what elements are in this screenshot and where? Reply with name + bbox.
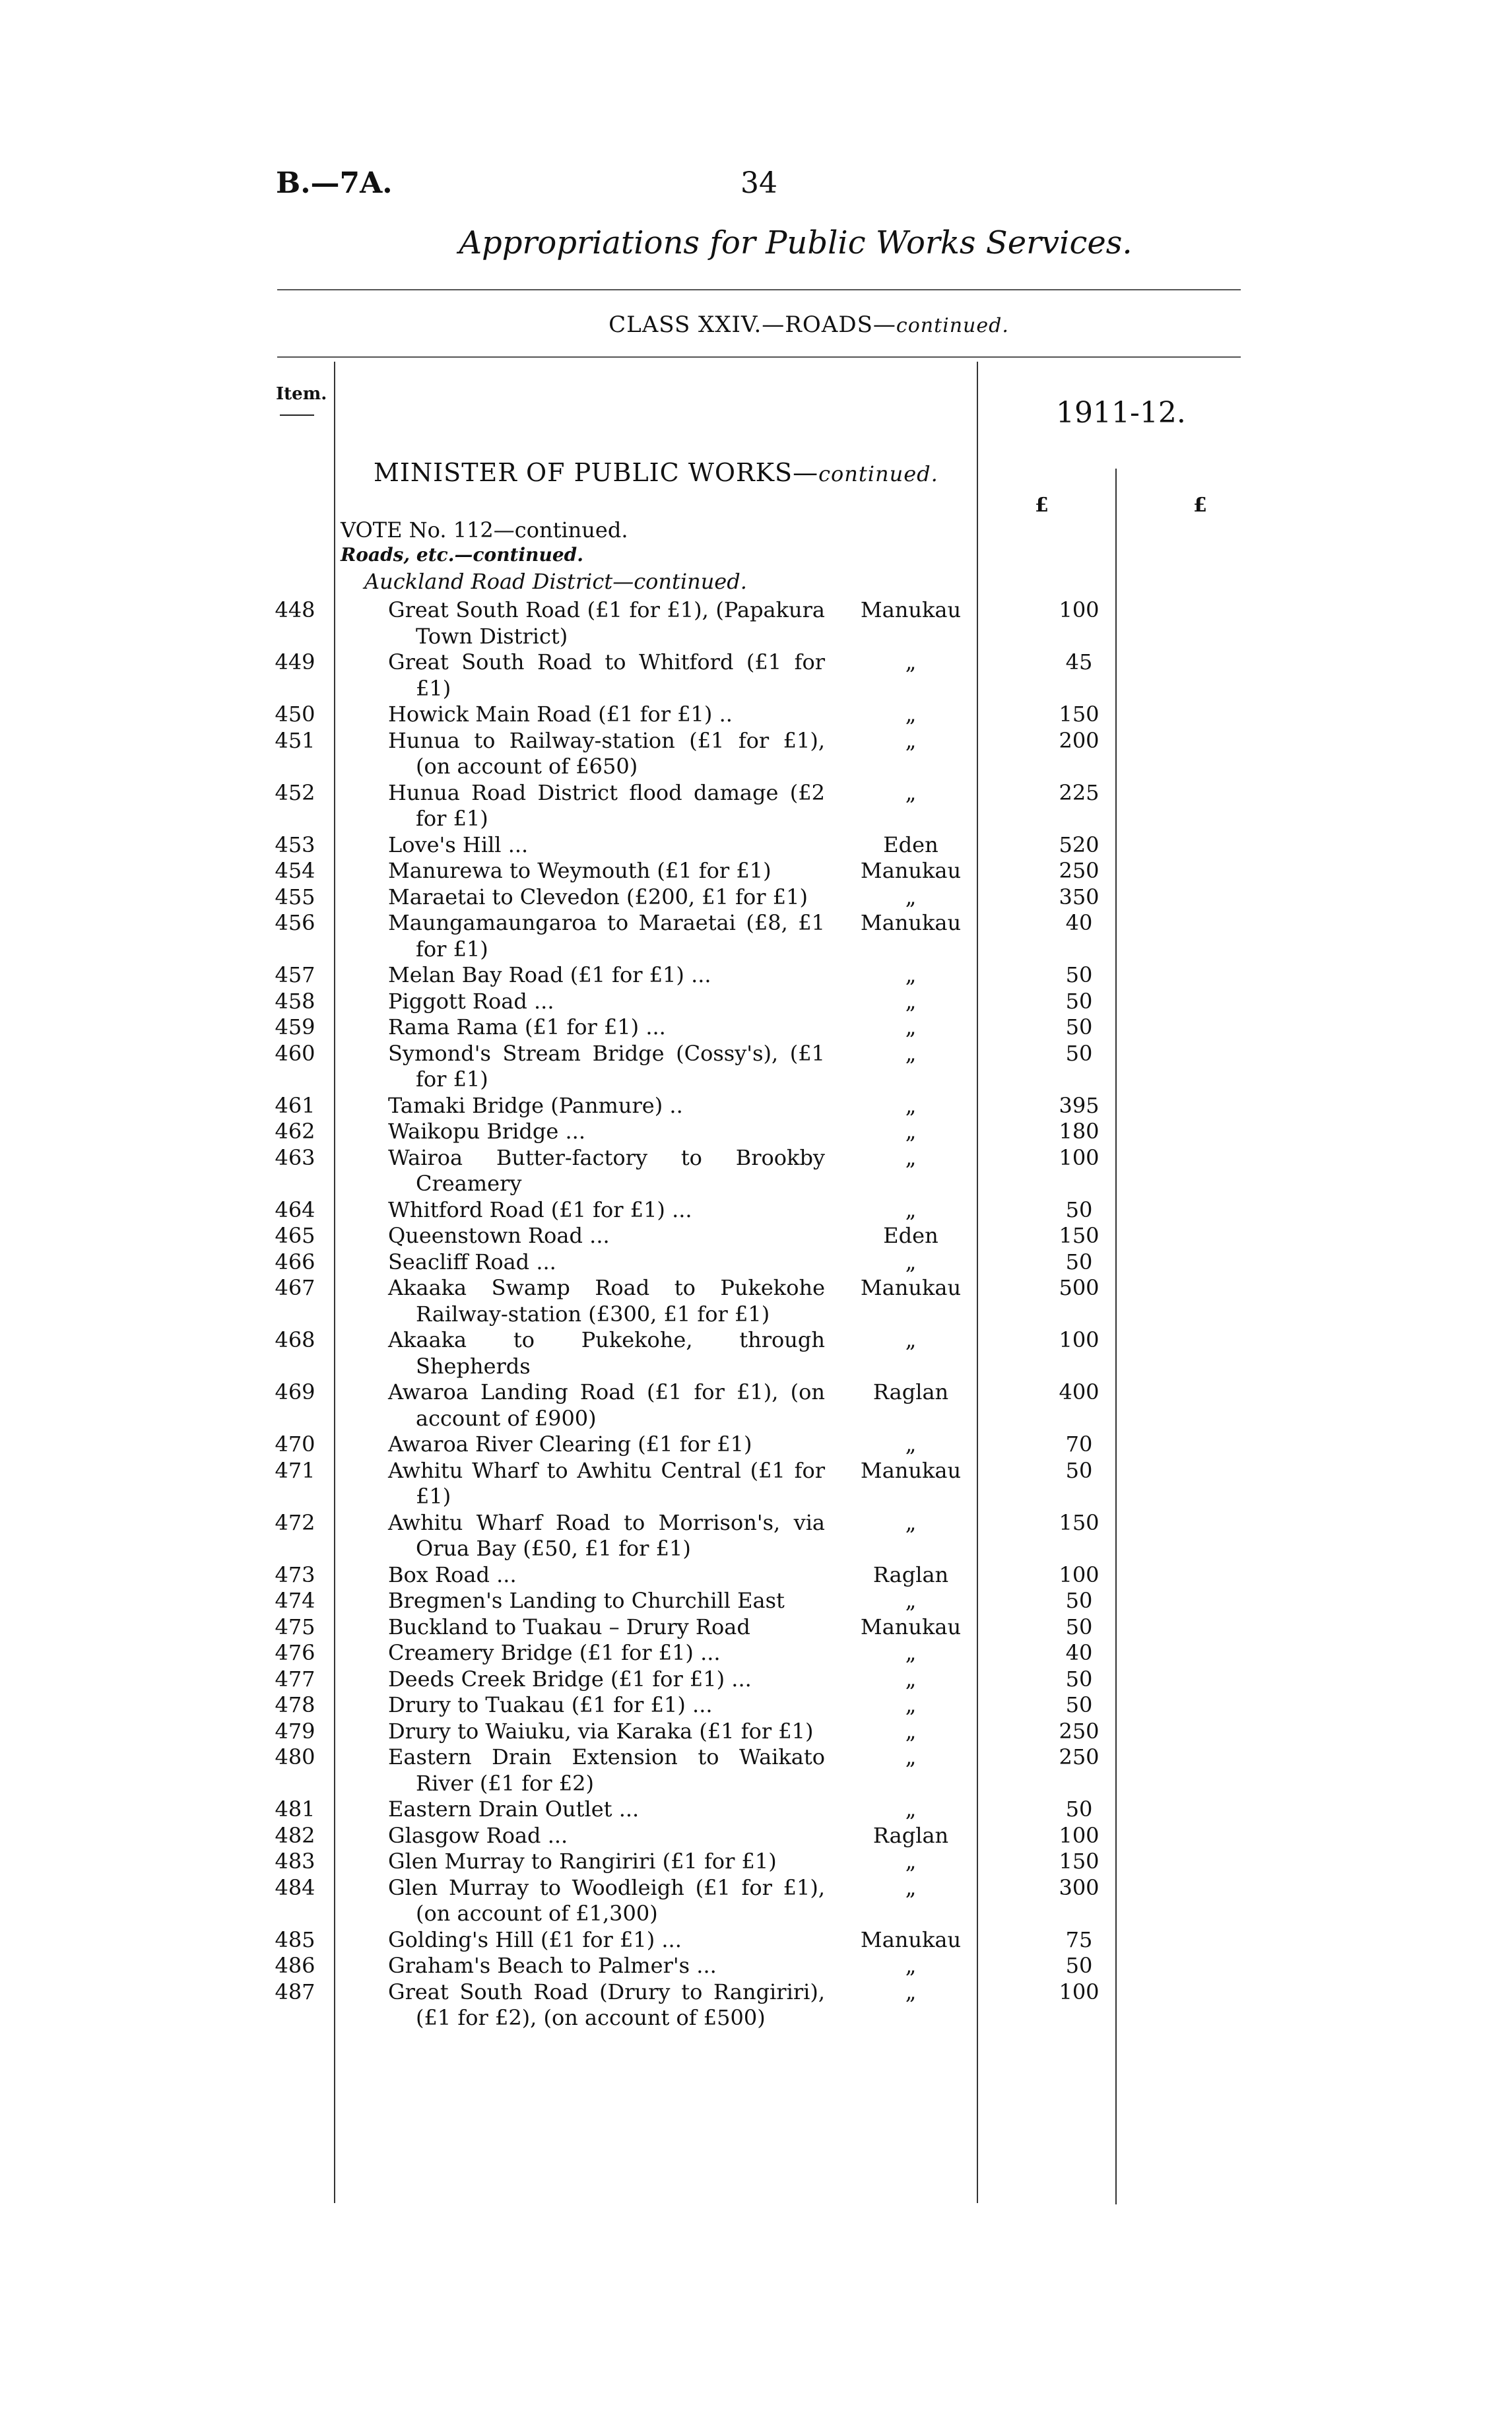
amount: 225 — [1059, 779, 1100, 805]
electoral-district: „ — [905, 1327, 917, 1352]
electoral-district: „ — [905, 1718, 917, 1744]
electoral-district: Raglan — [872, 1562, 949, 1587]
item-number: 476 — [275, 1640, 315, 1665]
table-row — [0, 1666, 1512, 1693]
table-row — [0, 780, 1512, 832]
table-row — [0, 858, 1512, 884]
item-number: 461 — [275, 1092, 315, 1118]
table-row — [0, 910, 1512, 962]
amount: 50 — [1065, 1953, 1093, 1978]
table-row — [0, 1197, 1512, 1224]
item-number: 454 — [275, 858, 315, 883]
item-number: 465 — [275, 1223, 315, 1248]
electoral-district: „ — [905, 988, 917, 1014]
electoral-district: „ — [905, 1666, 917, 1692]
item-description: Waikopu Bridge ... — [388, 1119, 585, 1144]
item-description: Awhitu Wharf to Awhitu Central (£1 for £1) — [388, 1457, 825, 1509]
table-row — [0, 1041, 1512, 1093]
table-row — [0, 1249, 1512, 1276]
electoral-district: Manukau — [860, 1927, 962, 1952]
table-row — [0, 1719, 1512, 1745]
minister-heading — [374, 458, 938, 487]
amount: 70 — [1065, 1432, 1093, 1457]
item-description: Great South Road to Whitford (£1 for £1) — [388, 649, 825, 701]
table-row — [0, 1927, 1512, 1954]
item-number: 469 — [275, 1379, 315, 1404]
item-number: 450 — [275, 702, 315, 727]
amount: 50 — [1065, 1797, 1093, 1822]
item-description: Akaaka to Pukekohe, through Shepherds — [388, 1327, 825, 1379]
table-row — [0, 1953, 1512, 1979]
amount: 50 — [1065, 1588, 1093, 1613]
table-row — [0, 1875, 1512, 1927]
item-number: 459 — [275, 1014, 315, 1040]
electoral-district: „ — [905, 1640, 917, 1665]
item-number: 473 — [275, 1562, 315, 1587]
table-row — [0, 1640, 1512, 1666]
item-number: 463 — [275, 1144, 315, 1170]
item-description: Glen Murray to Woodleigh (£1 for £1), (on account of £1,300) — [388, 1874, 825, 1926]
item-description: Deeds Creek Bridge (£1 for £1) ... — [388, 1666, 752, 1692]
electoral-district: „ — [905, 884, 917, 909]
electoral-district: „ — [905, 1509, 917, 1535]
amount: 50 — [1065, 1249, 1093, 1274]
electoral-district: „ — [905, 779, 917, 805]
electoral-district: „ — [905, 1432, 917, 1457]
title-rule — [277, 289, 1241, 290]
item-description: Akaaka Swamp Road to Pukekohe Railway-station (£300, £1 for £1) — [388, 1275, 825, 1327]
amount: 50 — [1065, 1614, 1093, 1639]
item-number: 467 — [275, 1275, 315, 1300]
electoral-district: „ — [905, 1797, 917, 1822]
electoral-district: „ — [905, 962, 917, 987]
item-description: Hunua to Railway-station (£1 for £1), (on account of £650) — [388, 727, 825, 779]
item-description: Drury to Tuakau (£1 for £1) ... — [388, 1692, 713, 1717]
electoral-district: „ — [905, 1874, 917, 1900]
amount: 45 — [1065, 649, 1093, 675]
item-description: Awaroa Landing Road (£1 for £1), (on account of £900) — [388, 1379, 825, 1431]
electoral-district: Manukau — [860, 1275, 962, 1300]
item-number: 486 — [275, 1953, 315, 1978]
electoral-district: Raglan — [872, 1379, 949, 1404]
item-column-header: Item. — [276, 384, 327, 404]
roads-heading: Roads, etc.—continued. — [341, 544, 583, 566]
item-description: Tamaki Bridge (Panmure) .. — [388, 1092, 683, 1118]
currency-symbol-amount: £ — [1035, 494, 1049, 517]
electoral-district: Manukau — [860, 910, 962, 935]
amount: 100 — [1059, 1144, 1100, 1170]
year-column-header: 1911-12. — [1056, 396, 1186, 430]
electoral-district: „ — [905, 1040, 917, 1066]
table-row — [0, 1849, 1512, 1875]
item-number: 479 — [275, 1718, 315, 1744]
page-number: 34 — [740, 166, 777, 200]
electoral-district: Eden — [883, 832, 938, 857]
item-description: Maraetai to Clevedon (£200, £1 for £1) — [388, 884, 808, 909]
table-row — [0, 649, 1512, 702]
item-description: Golding's Hill (£1 for £1) ... — [388, 1927, 682, 1952]
electoral-district: „ — [905, 1979, 917, 2004]
table-row — [0, 1510, 1512, 1562]
item-description: Maungamaungaroa to Maraetai (£8, £1 for £1) — [388, 910, 825, 962]
item-number: 455 — [275, 884, 315, 909]
table-row — [0, 1823, 1512, 1849]
item-description: Manurewa to Weymouth (£1 for £1) — [388, 858, 772, 883]
amount: 250 — [1059, 858, 1100, 883]
amount: 40 — [1065, 910, 1093, 935]
amount: 100 — [1059, 1562, 1100, 1587]
item-description: Creamery Bridge (£1 for £1) ... — [388, 1640, 721, 1665]
table-row — [0, 702, 1512, 728]
item-header-rule — [280, 414, 314, 416]
table-row — [0, 1223, 1512, 1249]
electoral-district: „ — [905, 1014, 917, 1040]
amount: 250 — [1059, 1718, 1100, 1744]
amount: 100 — [1059, 1327, 1100, 1352]
item-number: 471 — [275, 1457, 315, 1483]
table-row — [0, 1614, 1512, 1641]
electoral-district: „ — [905, 1588, 917, 1613]
amount: 40 — [1065, 1640, 1093, 1665]
amount: 50 — [1065, 962, 1093, 987]
item-number: 460 — [275, 1040, 315, 1066]
vote-heading: VOTE No. 112—continued. — [341, 517, 628, 543]
item-description: Symond's Stream Bridge (Cossy's), (£1 for £1) — [388, 1040, 825, 1092]
amount: 150 — [1059, 702, 1100, 727]
electoral-district: „ — [905, 1849, 917, 1874]
electoral-district: „ — [905, 702, 917, 727]
electoral-district: „ — [905, 727, 917, 753]
item-number: 475 — [275, 1614, 315, 1639]
electoral-district: Manukau — [860, 597, 962, 622]
item-description: Box Road ... — [388, 1562, 517, 1587]
amount: 150 — [1059, 1509, 1100, 1535]
item-number: 453 — [275, 832, 315, 857]
appropriations-table — [0, 597, 1512, 2031]
amount: 400 — [1059, 1379, 1100, 1404]
minister-heading-text: MINISTER OF PUBLIC WORKS— — [374, 458, 819, 487]
item-number: 462 — [275, 1119, 315, 1144]
amount: 520 — [1059, 832, 1100, 857]
amount: 50 — [1065, 1040, 1093, 1066]
item-number: 472 — [275, 1509, 315, 1535]
electoral-district: „ — [905, 1119, 917, 1144]
table-row — [0, 989, 1512, 1015]
item-number: 452 — [275, 779, 315, 805]
table-row — [0, 884, 1512, 911]
table-row — [0, 597, 1512, 649]
electoral-district: Raglan — [872, 1822, 949, 1848]
amount: 50 — [1065, 1666, 1093, 1692]
electoral-district: „ — [905, 649, 917, 675]
amount: 350 — [1059, 884, 1100, 909]
amount: 150 — [1059, 1223, 1100, 1248]
class-title-text: CLASS XXIV.—ROADS— — [608, 312, 896, 338]
item-number: 485 — [275, 1927, 315, 1952]
table-row — [0, 1327, 1512, 1379]
amount: 100 — [1059, 597, 1100, 622]
currency-symbol-total: £ — [1193, 494, 1207, 517]
item-description: Awhitu Wharf Road to Morrison's, via Orua Bay (£50, £1 for £1) — [388, 1509, 825, 1561]
amount: 500 — [1059, 1275, 1100, 1300]
table-row — [0, 1692, 1512, 1719]
item-number: 477 — [275, 1666, 315, 1692]
minister-heading-continued: continued. — [818, 461, 938, 486]
item-number: 478 — [275, 1692, 315, 1717]
electoral-district: „ — [905, 1692, 917, 1717]
item-number: 458 — [275, 988, 315, 1014]
item-description: Buckland to Tuakau – Drury Road — [388, 1614, 750, 1639]
table-row — [0, 832, 1512, 859]
electoral-district: Manukau — [860, 858, 962, 883]
amount: 75 — [1065, 1927, 1093, 1952]
item-description: Wairoa Butter-factory to Brookby Creamery — [388, 1144, 825, 1196]
electoral-district: Manukau — [860, 1457, 962, 1483]
amount: 50 — [1065, 1197, 1093, 1222]
table-row — [0, 1562, 1512, 1589]
electoral-district: Eden — [883, 1223, 938, 1248]
item-description: Hunua Road District flood damage (£2 for £1) — [388, 779, 825, 831]
table-top-rule — [277, 356, 1241, 358]
amount: 150 — [1059, 1849, 1100, 1874]
item-description: Bregmen's Landing to Churchill East — [388, 1588, 785, 1613]
electoral-district: „ — [905, 1744, 917, 1769]
table-row — [0, 1979, 1512, 2031]
item-number: 484 — [275, 1874, 315, 1900]
item-number: 456 — [275, 910, 315, 935]
table-row — [0, 728, 1512, 780]
amount: 180 — [1059, 1119, 1100, 1144]
table-row — [0, 1432, 1512, 1458]
item-number: 480 — [275, 1744, 315, 1769]
item-description: Graham's Beach to Palmer's ... — [388, 1953, 717, 1978]
class-title — [0, 312, 1512, 338]
electoral-district: Manukau — [860, 1614, 962, 1639]
amount: 100 — [1059, 1822, 1100, 1848]
table-row — [0, 1588, 1512, 1614]
item-number: 482 — [275, 1822, 315, 1848]
item-number: 483 — [275, 1849, 315, 1874]
item-number: 464 — [275, 1197, 315, 1222]
item-description: Whitford Road (£1 for £1) ... — [388, 1197, 692, 1222]
item-description: Piggott Road ... — [388, 988, 554, 1014]
electoral-district: „ — [905, 1092, 917, 1118]
item-description: Melan Bay Road (£1 for £1) ... — [388, 962, 711, 987]
district-heading: Auckland Road District—continued. — [364, 569, 747, 594]
table-row — [0, 1145, 1512, 1197]
item-description: Awaroa River Clearing (£1 for £1) — [388, 1432, 752, 1457]
table-row — [0, 1744, 1512, 1797]
item-number: 457 — [275, 962, 315, 987]
item-description: Great South Road (£1 for £1), (Papakura Town District) — [388, 597, 825, 649]
amount: 300 — [1059, 1874, 1100, 1900]
item-description: Love's Hill ... — [388, 832, 529, 857]
item-number: 449 — [275, 649, 315, 675]
item-description: Seacliff Road ... — [388, 1249, 556, 1274]
item-description: Eastern Drain Extension to Waikato River (£1 for £2) — [388, 1744, 825, 1796]
table-row — [0, 1458, 1512, 1510]
table-row — [0, 1379, 1512, 1432]
amount: 50 — [1065, 1457, 1093, 1483]
item-number: 487 — [275, 1979, 315, 2004]
item-description: Glasgow Road ... — [388, 1822, 568, 1848]
class-title-continued: continued. — [896, 314, 1009, 337]
amount: 250 — [1059, 1744, 1100, 1769]
page-section-code: B.—7A. — [276, 166, 393, 200]
table-row — [0, 1119, 1512, 1145]
item-number: 468 — [275, 1327, 315, 1352]
item-number: 451 — [275, 727, 315, 753]
electoral-district: „ — [905, 1144, 917, 1170]
table-row — [0, 1093, 1512, 1119]
amount: 395 — [1059, 1092, 1100, 1118]
table-row — [0, 962, 1512, 989]
electoral-district: „ — [905, 1197, 917, 1222]
amount: 50 — [1065, 988, 1093, 1014]
item-description: Rama Rama (£1 for £1) ... — [388, 1014, 666, 1040]
table-row — [0, 1275, 1512, 1327]
amount: 50 — [1065, 1014, 1093, 1040]
item-description: Howick Main Road (£1 for £1) .. — [388, 702, 733, 727]
page-title: Appropriations for Public Works Services. — [459, 224, 1133, 261]
item-number: 448 — [275, 597, 315, 622]
amount: 200 — [1059, 727, 1100, 753]
item-number: 470 — [275, 1432, 315, 1457]
table-row — [0, 1014, 1512, 1041]
item-description: Glen Murray to Rangiriri (£1 for £1) — [388, 1849, 777, 1874]
item-number: 466 — [275, 1249, 315, 1274]
electoral-district: „ — [905, 1249, 917, 1274]
item-description: Queenstown Road ... — [388, 1223, 610, 1248]
item-number: 481 — [275, 1797, 315, 1822]
amount: 100 — [1059, 1979, 1100, 2004]
item-number: 474 — [275, 1588, 315, 1613]
item-description: Eastern Drain Outlet ... — [388, 1797, 640, 1822]
electoral-district: „ — [905, 1953, 917, 1978]
amount: 50 — [1065, 1692, 1093, 1717]
table-row — [0, 1797, 1512, 1823]
item-description: Drury to Waiuku, via Karaka (£1 for £1) — [388, 1718, 814, 1744]
item-description: Great South Road (Drury to Rangiriri), (£1 for £2), (on account of £500) — [388, 1979, 825, 2030]
